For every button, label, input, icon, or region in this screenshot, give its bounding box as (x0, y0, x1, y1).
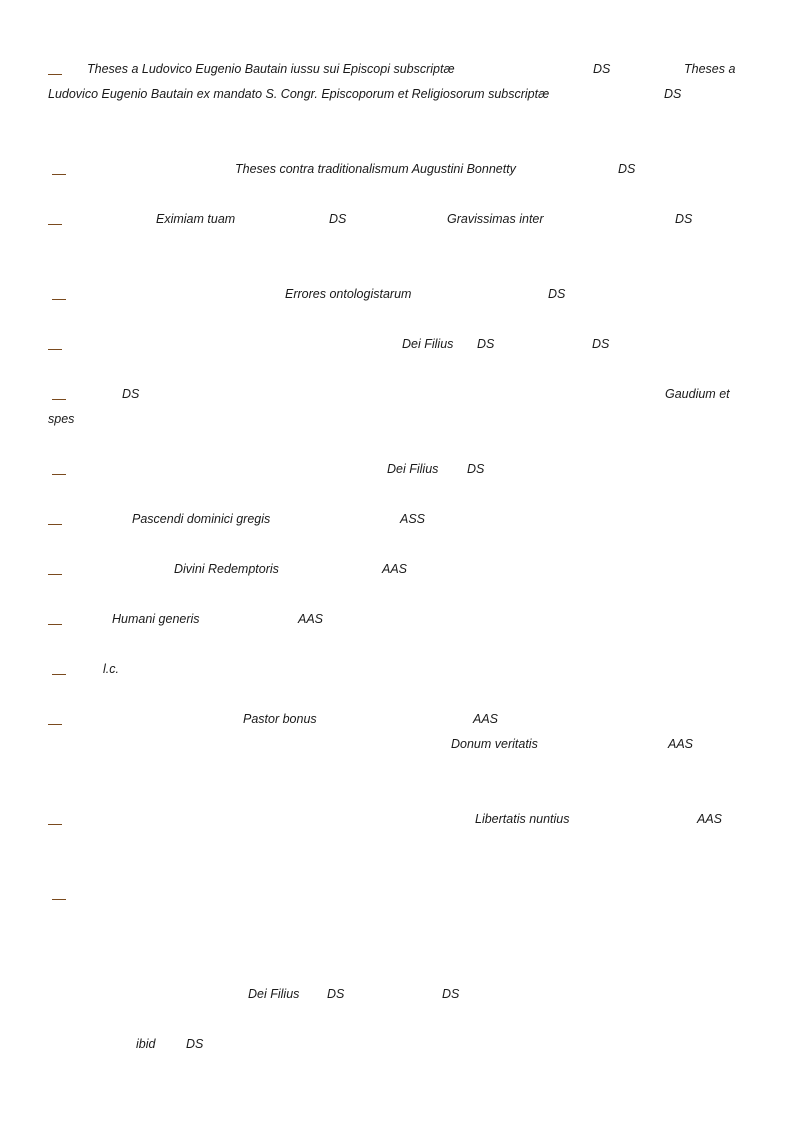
footnote-marker (52, 174, 66, 175)
citation-source: AAS (382, 562, 408, 576)
citation-source: ASS (400, 512, 426, 526)
citation-title: Eximiam tuam (156, 212, 236, 226)
citation-title: Dei Filius (402, 337, 454, 351)
citation-source: AAS (697, 812, 723, 826)
citation-source: AAS (473, 712, 499, 726)
citation-title: Divini Redemptoris (174, 562, 279, 576)
citation-reference: ibid (136, 1037, 156, 1051)
citation-source: DS (675, 212, 693, 226)
footnote-marker (48, 574, 62, 575)
citation-title: Gaudium et (665, 387, 730, 401)
footnote-marker (52, 899, 66, 900)
citation-title: Theses a (684, 62, 736, 76)
citation-source: DS (477, 337, 495, 351)
citation-source: AAS (668, 737, 694, 751)
footnote-marker (48, 224, 62, 225)
footnote-marker (52, 299, 66, 300)
footnote-marker (52, 399, 66, 400)
citation-title: Pastor bonus (243, 712, 317, 726)
footnote-marker (48, 824, 62, 825)
footnote-marker (48, 724, 62, 725)
citation-source: DS (442, 987, 460, 1001)
citation-reference: l.c. (103, 662, 119, 676)
citation-title: Humani generis (112, 612, 200, 626)
citation-title: Libertatis nuntius (475, 812, 570, 826)
footnote-marker (52, 474, 66, 475)
citation-title: Theses contra traditionalismum Augustini Bonnetty (235, 162, 516, 176)
citation-source: DS (593, 62, 611, 76)
citation-source: DS (664, 87, 682, 101)
citation-source: AAS (298, 612, 324, 626)
citation-title: Gravissimas inter (447, 212, 544, 226)
citation-source: DS (467, 462, 485, 476)
citation-source: DS (329, 212, 347, 226)
citation-source: DS (327, 987, 345, 1001)
citation-title: Dei Filius (387, 462, 439, 476)
citation-title: Donum veritatis (451, 737, 538, 751)
citation-source: DS (186, 1037, 204, 1051)
footnote-marker (52, 674, 66, 675)
footnote-marker (48, 349, 62, 350)
citation-title: Errores ontologistarum (285, 287, 412, 301)
citation-source: DS (548, 287, 566, 301)
citation-source: DS (122, 387, 140, 401)
citation-source: DS (592, 337, 610, 351)
footnote-marker (48, 74, 62, 75)
citation-title: Dei Filius (248, 987, 300, 1001)
citation-title: Theses a Ludovico Eugenio Bautain iussu sui Episcopi subscriptæ (87, 62, 455, 76)
footnote-marker (48, 524, 62, 525)
citation-title: Pascendi dominici gregis (132, 512, 271, 526)
citation-source: DS (618, 162, 636, 176)
citation-title: spes (48, 412, 75, 426)
footnote-marker (48, 624, 62, 625)
citation-title: Ludovico Eugenio Bautain ex mandato S. Congr. Episcoporum et Religiosorum subscriptæ (48, 87, 550, 101)
